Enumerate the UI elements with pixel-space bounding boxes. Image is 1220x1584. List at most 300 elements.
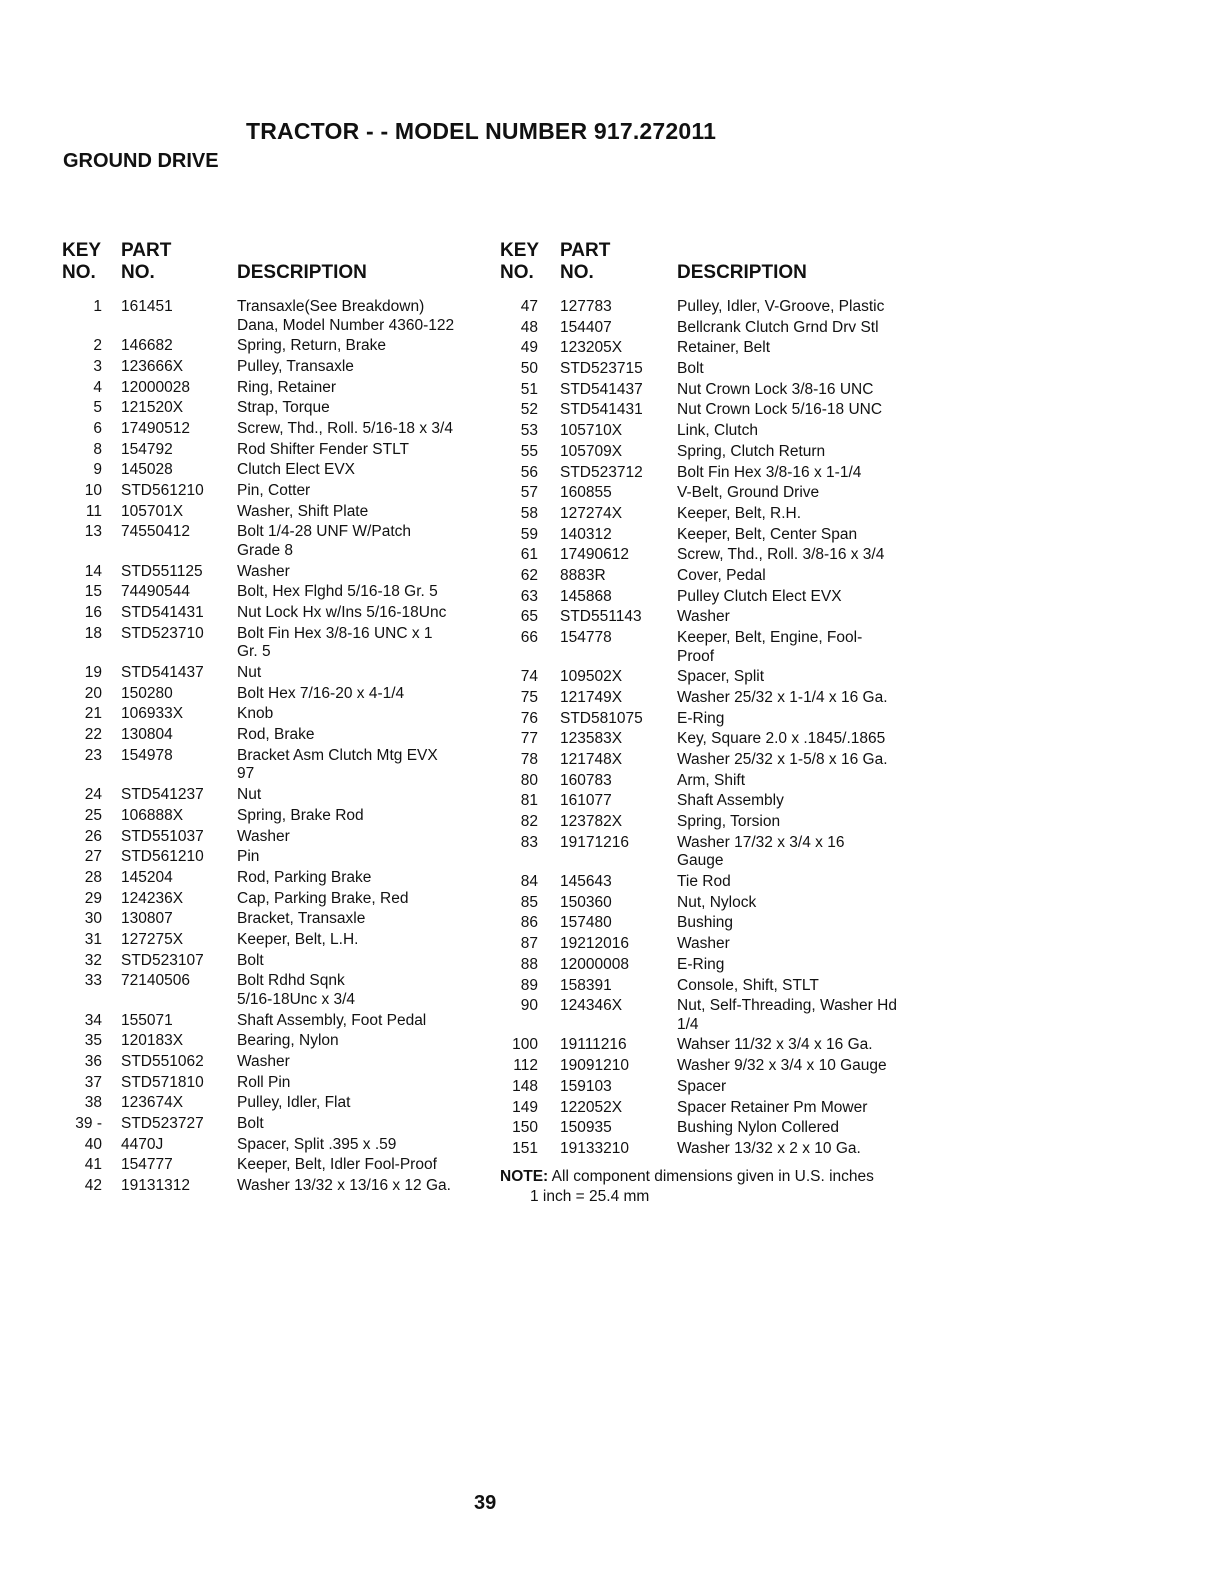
part-number: 140312 bbox=[560, 525, 612, 543]
part-description: Washer bbox=[237, 827, 290, 845]
part-description: 5/16-18Unc x 3/4 bbox=[237, 990, 356, 1008]
part-number: 105710X bbox=[560, 422, 623, 440]
unit-conversion: 1 inch = 25.4 mm bbox=[530, 1187, 650, 1205]
key-number: 76 bbox=[520, 709, 538, 727]
table-row bbox=[500, 505, 930, 524]
table-row bbox=[62, 910, 522, 929]
key-number: 1 bbox=[93, 298, 102, 315]
table-row bbox=[62, 747, 522, 784]
part-number: STD541431 bbox=[121, 604, 204, 622]
key-number: 53 bbox=[520, 422, 538, 440]
page-title: TRACTOR - - MODEL NUMBER 917.272011 bbox=[246, 118, 717, 144]
part-description: Clutch Elect EVX bbox=[237, 461, 356, 479]
key-number: 28 bbox=[84, 868, 102, 886]
table-row bbox=[500, 668, 930, 687]
page-number: 39 bbox=[474, 1492, 497, 1514]
key-number: 9 bbox=[93, 461, 102, 479]
part-number: 12000008 bbox=[560, 955, 629, 973]
part-description: Screw, Thd., Roll. 3/8-16 x 3/4 bbox=[677, 546, 885, 564]
key-number: 36 bbox=[84, 1052, 102, 1070]
part-number: 109502X bbox=[560, 668, 623, 686]
table-row bbox=[62, 604, 522, 623]
table-row bbox=[500, 526, 930, 545]
part-description: Bolt Hex 7/16-20 x 4-1/4 bbox=[237, 684, 405, 702]
part-number: STD523715 bbox=[560, 360, 643, 378]
key-number: 13 bbox=[84, 523, 102, 541]
key-number: 66 bbox=[520, 629, 538, 646]
part-number: 121748X bbox=[560, 751, 623, 769]
part-description: Nut Crown Lock 3/8-16 UNC bbox=[677, 380, 874, 398]
part-number: STD523727 bbox=[121, 1115, 204, 1133]
part-description: Nut bbox=[237, 664, 262, 682]
key-number: 6 bbox=[93, 420, 102, 438]
table-row bbox=[62, 705, 522, 724]
part-number: 123583X bbox=[560, 730, 623, 748]
parts-list-right bbox=[500, 240, 930, 1207]
key-number: 51 bbox=[520, 380, 538, 398]
part-number: 154777 bbox=[121, 1156, 173, 1174]
part-number: 122052X bbox=[560, 1098, 623, 1116]
part-no-header: PART NO. bbox=[121, 240, 172, 283]
part-number: 4470J bbox=[121, 1135, 164, 1153]
key-number: 112 bbox=[513, 1057, 538, 1075]
table-row bbox=[500, 813, 930, 832]
part-description: Proof bbox=[677, 647, 715, 665]
part-description: Bearing, Nylon bbox=[237, 1032, 339, 1050]
table-row bbox=[500, 997, 930, 1034]
key-number: 90 bbox=[520, 997, 538, 1015]
part-number: 154792 bbox=[121, 440, 173, 458]
key-number: 10 bbox=[84, 482, 102, 500]
part-description: Knob bbox=[237, 705, 274, 723]
table-row bbox=[62, 869, 522, 888]
part-number: STD561210 bbox=[121, 848, 204, 866]
table-row bbox=[62, 664, 522, 683]
key-number: 23 bbox=[84, 746, 102, 764]
part-description: Cover, Pedal bbox=[677, 566, 766, 584]
part-description: Rod Shifter Fender STLT bbox=[237, 440, 410, 458]
part-number: STD523107 bbox=[121, 951, 204, 969]
part-description: Keeper, Belt, Engine, Fool- bbox=[677, 629, 863, 646]
table-row bbox=[62, 625, 522, 662]
part-description: Pulley, Transaxle bbox=[237, 357, 354, 375]
part-description: Nut Crown Lock 5/16-18 UNC bbox=[677, 401, 883, 419]
table-row bbox=[62, 563, 522, 582]
key-number: 62 bbox=[520, 566, 538, 584]
part-description: Link, Clutch bbox=[677, 422, 758, 440]
key-number: 58 bbox=[520, 504, 538, 522]
key-number: 42 bbox=[84, 1177, 102, 1195]
part-number: 123205X bbox=[560, 339, 623, 357]
key-number: 30 bbox=[84, 910, 102, 928]
table-row bbox=[500, 608, 930, 627]
table-row bbox=[62, 952, 522, 971]
part-number: STD551062 bbox=[121, 1052, 204, 1070]
key-number: 85 bbox=[520, 893, 538, 911]
table-row bbox=[62, 786, 522, 805]
part-number: 145028 bbox=[121, 461, 173, 479]
key-number: 80 bbox=[520, 771, 538, 789]
parts-rows-right bbox=[500, 298, 930, 1159]
part-description: Washer 25/32 x 1-1/4 x 16 Ga. bbox=[677, 688, 888, 706]
table-row bbox=[62, 848, 522, 867]
part-description: Spring, Brake Rod bbox=[237, 806, 364, 824]
part-number: 12000028 bbox=[121, 378, 190, 396]
table-row bbox=[500, 401, 930, 420]
part-number: 19171216 bbox=[560, 833, 629, 851]
key-number: 89 bbox=[520, 976, 538, 994]
table-row bbox=[500, 319, 930, 338]
part-description: Bracket Asm Clutch Mtg EVX bbox=[237, 746, 438, 764]
part-description: Spacer, Split bbox=[677, 668, 765, 686]
table-row bbox=[62, 890, 522, 909]
part-description: Bolt 1/4-28 UNF W/Patch bbox=[237, 523, 412, 541]
dimensions-note bbox=[500, 1167, 930, 1207]
key-number: 8 bbox=[93, 440, 102, 458]
section-title: GROUND DRIVE bbox=[63, 150, 219, 172]
part-number: 127274X bbox=[560, 504, 623, 522]
part-description: Bracket, Transaxle bbox=[237, 910, 366, 928]
table-row bbox=[500, 873, 930, 892]
key-number: 27 bbox=[84, 848, 102, 866]
part-number: STD541237 bbox=[121, 786, 204, 804]
part-number: 8883R bbox=[560, 566, 606, 584]
key-number: 47 bbox=[520, 298, 538, 315]
part-description: Pulley, Idler, Flat bbox=[237, 1094, 351, 1112]
key-number: 86 bbox=[520, 914, 538, 932]
part-description: Ring, Retainer bbox=[237, 378, 337, 396]
part-number: 154978 bbox=[121, 746, 173, 764]
key-number: 63 bbox=[520, 587, 538, 605]
table-row bbox=[62, 1012, 522, 1031]
table-row bbox=[62, 1136, 522, 1155]
table-row bbox=[62, 482, 522, 501]
part-description: Nut Lock Hx w/Ins 5/16-18Unc bbox=[237, 604, 447, 622]
part-number: 19212016 bbox=[560, 935, 629, 953]
key-no-header: KEY NO. bbox=[62, 240, 102, 283]
part-number: 161451 bbox=[121, 298, 173, 315]
part-description: Keeper, Belt, Center Span bbox=[677, 525, 858, 543]
part-number: 145643 bbox=[560, 873, 612, 891]
table-row bbox=[500, 546, 930, 565]
parts-rows-left bbox=[62, 298, 522, 1196]
table-row bbox=[500, 629, 930, 666]
part-number: STD541431 bbox=[560, 401, 643, 419]
part-description: Nut, Nylock bbox=[677, 893, 757, 911]
table-row bbox=[62, 1053, 522, 1072]
part-description: Bolt bbox=[237, 1115, 264, 1133]
part-description: Gr. 5 bbox=[237, 643, 271, 661]
note-text: All component dimensions given in U.S. inches bbox=[551, 1167, 874, 1185]
part-number: 121749X bbox=[560, 688, 623, 706]
part-number: 127275X bbox=[121, 930, 184, 948]
key-number: 15 bbox=[84, 583, 102, 601]
key-number: 29 bbox=[84, 889, 102, 907]
part-number: 124236X bbox=[121, 889, 184, 907]
key-number: 14 bbox=[84, 562, 102, 580]
part-description: Keeper, Belt, R.H. bbox=[677, 504, 802, 522]
part-description: Spring, Torsion bbox=[677, 813, 781, 831]
part-number: STD551143 bbox=[560, 608, 642, 626]
table-row bbox=[500, 914, 930, 933]
part-description: Washer 13/32 x 13/16 x 12 Ga. bbox=[237, 1177, 451, 1195]
table-row bbox=[500, 1078, 930, 1097]
part-number: 145204 bbox=[121, 868, 173, 886]
key-number: 18 bbox=[84, 624, 102, 642]
table-row bbox=[500, 1099, 930, 1118]
table-row bbox=[62, 1156, 522, 1175]
part-number: 146682 bbox=[121, 337, 173, 355]
table-row bbox=[500, 360, 930, 379]
part-description: Nut bbox=[237, 786, 262, 804]
key-number: 37 bbox=[84, 1073, 102, 1091]
part-description: Bolt bbox=[677, 360, 704, 378]
part-description: Spacer, Split .395 x .59 bbox=[237, 1135, 397, 1153]
part-number: 158391 bbox=[560, 976, 612, 994]
part-description: Washer 25/32 x 1-5/8 x 16 Ga. bbox=[677, 751, 888, 769]
table-row bbox=[62, 337, 522, 356]
part-number: 150360 bbox=[560, 893, 612, 911]
table-row bbox=[62, 523, 522, 560]
part-number: STD581075 bbox=[560, 709, 643, 727]
part-description: Dana, Model Number 4360-122 bbox=[237, 316, 455, 334]
table-row bbox=[62, 1177, 522, 1196]
table-row bbox=[500, 935, 930, 954]
key-number: 52 bbox=[520, 401, 538, 419]
part-description: E-Ring bbox=[677, 709, 725, 727]
part-description: Cap, Parking Brake, Red bbox=[237, 889, 409, 907]
table-row bbox=[500, 588, 930, 607]
table-row bbox=[62, 461, 522, 480]
table-row bbox=[62, 972, 522, 1009]
part-description: Bolt, Hex Flghd 5/16-18 Gr. 5 bbox=[237, 583, 438, 601]
part-number: 19131312 bbox=[121, 1177, 190, 1195]
part-description: Gauge bbox=[677, 852, 724, 870]
part-description: Key, Square 2.0 x .1845/.1865 bbox=[677, 730, 886, 748]
table-row bbox=[62, 298, 522, 335]
table-row bbox=[62, 807, 522, 826]
table-row bbox=[62, 1074, 522, 1093]
part-number: 106888X bbox=[121, 806, 184, 824]
table-row bbox=[62, 379, 522, 398]
part-description: 97 bbox=[237, 765, 255, 783]
table-row bbox=[500, 443, 930, 462]
part-number: 106933X bbox=[121, 705, 184, 723]
key-number: 31 bbox=[84, 930, 102, 948]
key-number: 5 bbox=[93, 399, 102, 417]
key-number: 55 bbox=[520, 442, 538, 460]
part-description: Washer bbox=[677, 608, 730, 626]
part-number: 159103 bbox=[560, 1077, 612, 1095]
table-row bbox=[62, 399, 522, 418]
part-description: Spring, Return, Brake bbox=[237, 337, 387, 355]
key-number: 148 bbox=[512, 1077, 538, 1095]
part-number: 74550412 bbox=[121, 523, 190, 541]
part-description: Rod, Brake bbox=[237, 726, 315, 744]
part-number: 123666X bbox=[121, 357, 184, 375]
part-description: Bushing Nylon Collered bbox=[677, 1119, 839, 1137]
key-number: 50 bbox=[520, 360, 538, 378]
part-number: 160855 bbox=[560, 484, 612, 502]
part-number: 157480 bbox=[560, 914, 612, 932]
key-number: 77 bbox=[520, 730, 538, 748]
part-description: Strap, Torque bbox=[237, 399, 330, 417]
note-label: NOTE: bbox=[500, 1167, 549, 1185]
part-number: 19111216 bbox=[560, 1036, 627, 1054]
part-description: Keeper, Belt, L.H. bbox=[237, 930, 359, 948]
key-number: 150 bbox=[512, 1119, 538, 1137]
key-number: 20 bbox=[84, 684, 102, 702]
key-number: 41 bbox=[84, 1156, 102, 1174]
part-number: 19091210 bbox=[560, 1057, 629, 1075]
part-number: 19133210 bbox=[560, 1139, 629, 1157]
part-number: 127783 bbox=[560, 298, 612, 315]
key-number: 59 bbox=[520, 525, 538, 543]
part-number: 105709X bbox=[560, 442, 623, 460]
part-description: Spacer Retainer Pm Mower bbox=[677, 1098, 868, 1116]
part-number: 123782X bbox=[560, 813, 623, 831]
part-number: STD561210 bbox=[121, 482, 204, 500]
table-row bbox=[500, 1140, 930, 1159]
key-number: 48 bbox=[520, 318, 538, 336]
part-description: Pin, Cotter bbox=[237, 482, 311, 500]
key-number: 35 bbox=[84, 1032, 102, 1050]
table-row bbox=[62, 441, 522, 460]
key-number: 57 bbox=[520, 484, 538, 502]
key-number: 26 bbox=[84, 827, 102, 845]
part-description: Grade 8 bbox=[237, 542, 294, 560]
part-number: 150280 bbox=[121, 684, 173, 702]
key-number: 61 bbox=[520, 546, 538, 564]
key-number: 88 bbox=[520, 955, 538, 973]
part-description: Washer bbox=[677, 935, 730, 953]
part-description: Washer, Shift Plate bbox=[237, 502, 369, 520]
table-row bbox=[500, 567, 930, 586]
column-headers bbox=[62, 240, 522, 296]
part-number: 154407 bbox=[560, 318, 612, 336]
table-row bbox=[500, 339, 930, 358]
description-header: DESCRIPTION bbox=[237, 262, 367, 283]
part-number: STD551037 bbox=[121, 827, 204, 845]
part-description: Spring, Clutch Return bbox=[677, 442, 826, 460]
table-row bbox=[500, 751, 930, 770]
part-description: Roll Pin bbox=[237, 1073, 291, 1091]
part-description: 1/4 bbox=[677, 1015, 699, 1033]
description-header: DESCRIPTION bbox=[677, 262, 807, 283]
part-number: 120183X bbox=[121, 1032, 184, 1050]
key-number: 65 bbox=[520, 608, 538, 626]
key-number: 4 bbox=[93, 378, 102, 396]
table-row bbox=[500, 792, 930, 811]
table-row bbox=[500, 894, 930, 913]
part-description: Tie Rod bbox=[677, 873, 731, 891]
table-row bbox=[500, 689, 930, 708]
table-row bbox=[62, 726, 522, 745]
part-number: 17490512 bbox=[121, 420, 190, 438]
part-description: Rod, Parking Brake bbox=[237, 868, 372, 886]
key-number: 24 bbox=[84, 786, 102, 804]
part-number: STD551125 bbox=[121, 562, 203, 580]
part-number: STD523712 bbox=[560, 463, 643, 481]
part-number: 154778 bbox=[560, 629, 612, 646]
part-number: 105701X bbox=[121, 502, 184, 520]
part-description: Washer bbox=[237, 562, 290, 580]
part-description: Screw, Thd., Roll. 5/16-18 x 3/4 bbox=[237, 420, 453, 438]
key-number: 82 bbox=[520, 813, 538, 831]
column-headers bbox=[500, 240, 930, 296]
part-number: 160783 bbox=[560, 771, 612, 789]
key-number: 3 bbox=[93, 357, 102, 375]
part-description: Spacer bbox=[677, 1077, 727, 1095]
key-number: 83 bbox=[520, 833, 538, 851]
part-description: Shaft Assembly bbox=[677, 792, 784, 810]
part-number: 130804 bbox=[121, 726, 173, 744]
table-row bbox=[500, 484, 930, 503]
part-description: Nut, Self-Threading, Washer Hd bbox=[677, 997, 897, 1015]
part-no-header: PART NO. bbox=[560, 240, 611, 283]
table-row bbox=[500, 834, 930, 871]
table-row bbox=[62, 503, 522, 522]
table-row bbox=[500, 464, 930, 483]
table-row bbox=[62, 583, 522, 602]
part-description: Washer 9/32 x 3/4 x 10 Gauge bbox=[677, 1057, 887, 1075]
key-number: 75 bbox=[520, 688, 538, 706]
table-row bbox=[500, 1119, 930, 1138]
part-number: 161077 bbox=[560, 792, 612, 810]
table-row bbox=[62, 1094, 522, 1113]
part-description: Arm, Shift bbox=[677, 771, 746, 789]
table-row bbox=[62, 931, 522, 950]
key-number: 84 bbox=[520, 873, 538, 891]
key-number: 21 bbox=[84, 705, 102, 723]
table-row bbox=[500, 422, 930, 441]
part-number: 72140506 bbox=[121, 972, 190, 990]
part-description: Bolt Rdhd Sqnk bbox=[237, 972, 345, 990]
part-description: Pin bbox=[237, 848, 260, 866]
key-number: 2 bbox=[93, 337, 102, 355]
part-description: Keeper, Belt, Idler Fool-Proof bbox=[237, 1156, 437, 1174]
key-number: 87 bbox=[520, 935, 538, 953]
parts-list-left bbox=[62, 240, 522, 1198]
key-number: 56 bbox=[520, 463, 538, 481]
part-description: Pulley, Idler, V-Groove, Plastic bbox=[677, 298, 885, 315]
part-number: 123674X bbox=[121, 1094, 184, 1112]
part-number: 130807 bbox=[121, 910, 173, 928]
part-description: E-Ring bbox=[677, 955, 725, 973]
table-row bbox=[62, 1032, 522, 1051]
table-row bbox=[500, 977, 930, 996]
part-description: Bellcrank Clutch Grnd Drv Stl bbox=[677, 318, 879, 336]
key-number: 78 bbox=[520, 751, 538, 769]
part-description: Bolt bbox=[237, 951, 264, 969]
key-number: 22 bbox=[84, 726, 102, 744]
key-number: 16 bbox=[84, 604, 102, 622]
part-number: STD571810 bbox=[121, 1073, 204, 1091]
part-number: STD523710 bbox=[121, 624, 204, 642]
key-number: 39 - bbox=[75, 1115, 102, 1133]
part-description: Console, Shift, STLT bbox=[677, 976, 819, 994]
table-row bbox=[500, 1036, 930, 1055]
part-description: Bolt Fin Hex 3/8-16 UNC x 1 bbox=[237, 624, 433, 642]
table-row bbox=[500, 730, 930, 749]
key-number: 74 bbox=[520, 668, 538, 686]
part-number: 150935 bbox=[560, 1119, 612, 1137]
key-number: 25 bbox=[84, 806, 102, 824]
table-row bbox=[500, 1057, 930, 1076]
table-row bbox=[62, 358, 522, 377]
key-number: 49 bbox=[520, 339, 538, 357]
table-row bbox=[62, 1115, 522, 1134]
